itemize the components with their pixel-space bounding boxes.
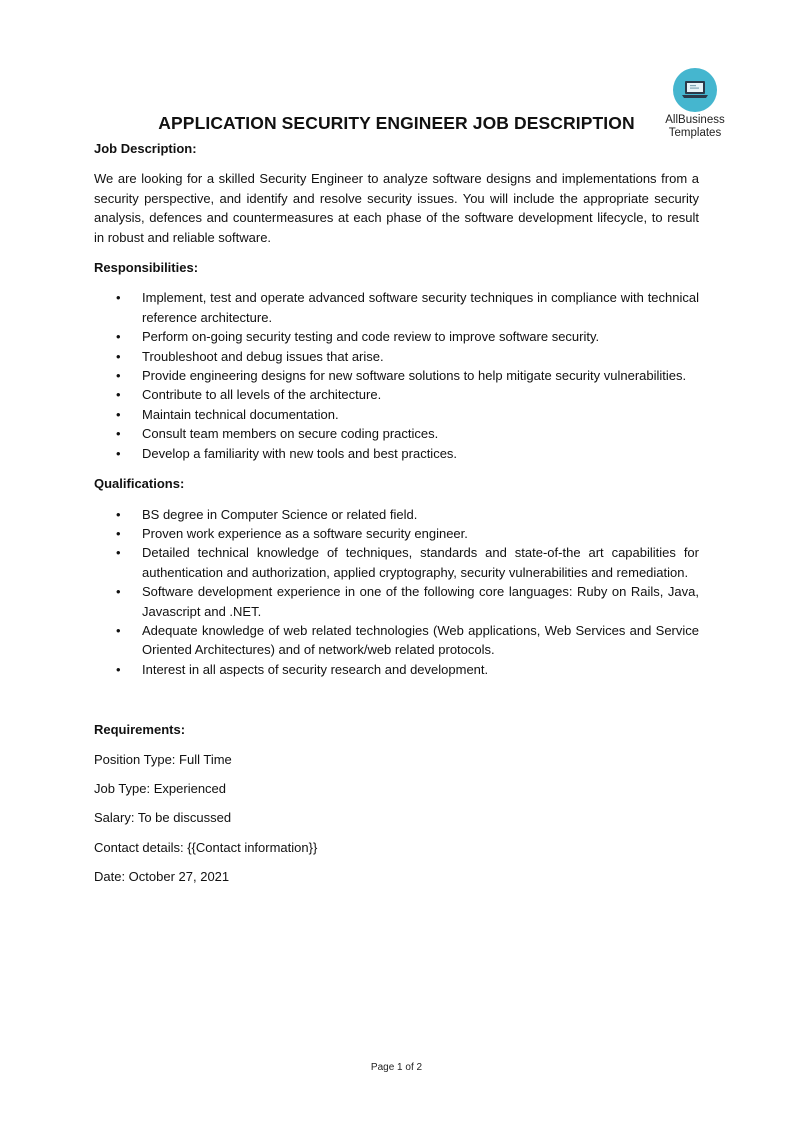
bullet-icon: • <box>116 426 121 442</box>
bullet-icon: • <box>116 506 121 522</box>
bullet-icon: • <box>116 290 121 306</box>
list-item: • Detailed technical knowledge of techniques, standards and state-of-the art capabilities for authentication and authorization, applied cryptography, security vulnerabilities and remediation. <box>116 545 699 580</box>
responsibilities-heading: Responsibilities: <box>94 260 199 276</box>
position-type: Position Type: Full Time <box>94 751 232 767</box>
bullet-icon: • <box>116 445 121 461</box>
list-item: • Interest in all aspects of security research and development. <box>94 660 699 679</box>
logo-line-1: AllBusiness <box>665 114 725 126</box>
bullet-icon: • <box>116 329 121 345</box>
list-item: • Perform on-going security testing and code review to improve software security. <box>94 327 699 346</box>
laptop-icon <box>682 79 708 101</box>
list-item: • Implement, test and operate advanced software security techniques in compliance with technical reference architecture. <box>116 290 699 325</box>
bullet-icon: • <box>116 622 121 638</box>
document-date: Date: October 27, 2021 <box>94 869 230 885</box>
list-item: • Proven work experience as a software security engineer. <box>94 524 699 543</box>
document-body <box>94 139 699 887</box>
list-item: • Software development experience in one of the following core languages: Ruby on Rails, Java, Javascript and .NET. <box>116 584 699 619</box>
responsibilities-list <box>94 288 699 463</box>
list-item: • Maintain technical documentation. <box>94 405 699 424</box>
qualifications-heading: Qualifications: <box>94 476 185 492</box>
bullet-icon: • <box>116 525 121 541</box>
qualifications-list <box>94 505 699 680</box>
job-description-heading: Job Description: <box>94 141 197 156</box>
bullet-icon: • <box>116 387 121 403</box>
list-item: • Troubleshoot and debug issues that arise. <box>94 347 699 366</box>
bullet-icon: • <box>116 348 121 364</box>
logo-line-2: Templates <box>668 126 722 139</box>
job-type: Job Type: Experienced <box>94 780 227 796</box>
logo-circle <box>673 68 717 112</box>
list-item: • BS degree in Computer Science or related field. <box>94 505 699 524</box>
bullet-icon: • <box>116 584 121 600</box>
list-item: • Develop a familiarity with new tools and best practices. <box>94 444 699 463</box>
document-title: APPLICATION SECURITY ENGINEER JOB DESCRIPTION <box>158 113 635 133</box>
list-item: • Consult team members on secure coding practices. <box>94 424 699 443</box>
salary: Salary: To be discussed <box>94 810 232 826</box>
bullet-icon: • <box>116 661 121 677</box>
contact-details: Contact details: {{Contact information}} <box>94 839 318 855</box>
list-item: • Adequate knowledge of web related technologies (Web applications, Web Services and Service Oriented Architectures) and of network/web related protocols. <box>116 622 699 658</box>
page-number: Page 1 of 2 <box>370 1062 423 1073</box>
bullet-icon: • <box>116 545 121 561</box>
bullet-icon: • <box>116 368 121 384</box>
job-description-text: We are looking for a skilled Security Engineer to analyze software designs and implementations from a security perspective, and identify and resolve security issues. You will include the appropriate security analysis, defences and countermeasures at each phase of the software development lifecycle, to result in robust and reliable software. <box>94 171 699 245</box>
requirements-heading: Requirements: <box>94 722 186 738</box>
list-item: • Provide engineering designs for new software solutions to help mitigate security vulnerabilities. <box>94 366 699 385</box>
bullet-icon: • <box>116 406 121 422</box>
list-item: • Contribute to all levels of the architecture. <box>94 385 699 404</box>
